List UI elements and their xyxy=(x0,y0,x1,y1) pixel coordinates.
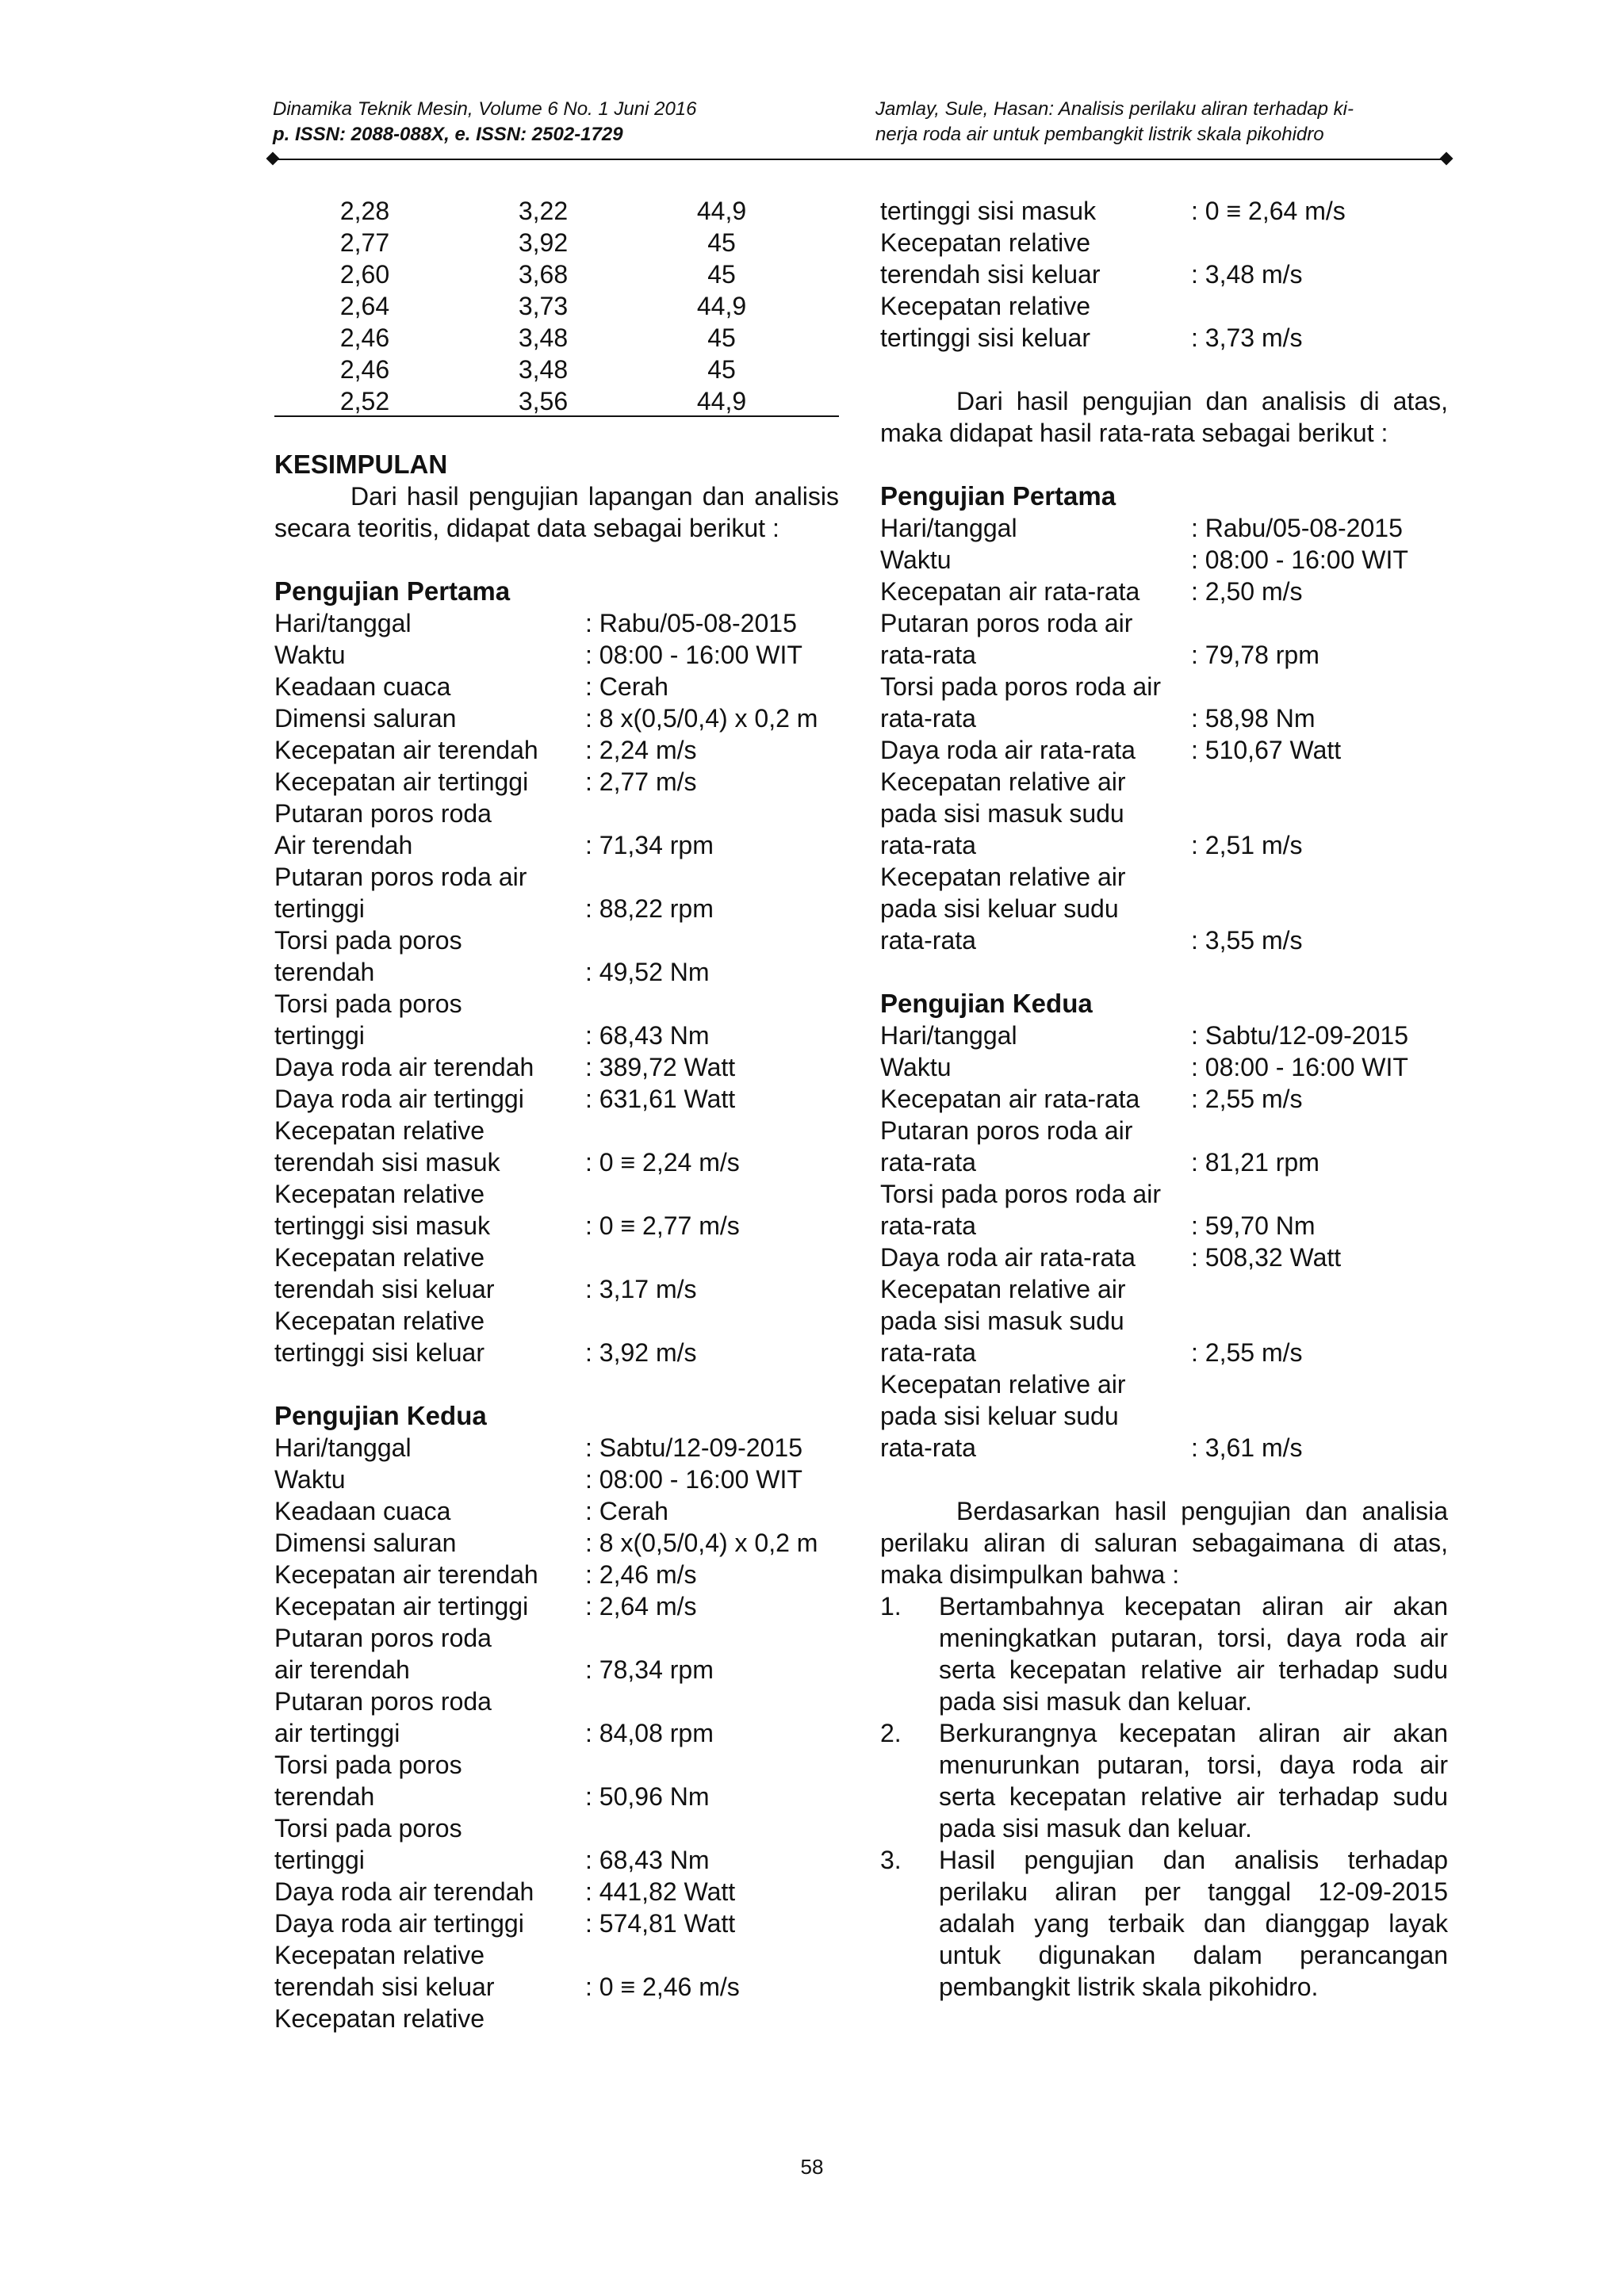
detail-row xyxy=(274,829,839,861)
detail-row xyxy=(274,1781,839,1812)
detail-value: : Sabtu/12-09-2015 xyxy=(585,1433,802,1462)
detail-row xyxy=(274,1210,839,1242)
detail-value: : 441,82 Watt xyxy=(585,1877,736,1906)
detail-row xyxy=(880,544,1448,576)
detail-row xyxy=(880,861,1448,893)
detail-value: : 2,77 m/s xyxy=(585,767,697,796)
detail-value xyxy=(585,1686,839,1717)
detail-row xyxy=(880,1400,1448,1432)
detail-row xyxy=(880,512,1448,544)
detail-value: : Rabu/05-08-2015 xyxy=(1191,514,1403,542)
detail-label: Kecepatan relative air xyxy=(880,1275,1126,1303)
detail-label: Daya roda air tertinggi xyxy=(274,1085,524,1113)
table-row xyxy=(274,385,839,417)
conclusion-list xyxy=(880,1590,1448,2003)
detail-value xyxy=(1191,861,1448,893)
detail-label: Putaran poros roda air xyxy=(274,863,527,891)
detail-label: Torsi pada poros xyxy=(274,989,462,1018)
detail-label: Torsi pada poros xyxy=(274,1814,462,1843)
detail-label: terendah sisi keluar xyxy=(880,260,1101,289)
detail-label: Torsi pada poros roda air xyxy=(880,1180,1161,1208)
detail-label: tertinggi xyxy=(274,894,365,923)
detail-value: : 2,51 m/s xyxy=(1191,831,1303,859)
detail-row xyxy=(274,1337,839,1368)
detail-label: Kecepatan relative xyxy=(880,228,1091,257)
detail-value: : 49,52 Nm xyxy=(585,958,710,986)
detail-label: Kecepatan air tertinggi xyxy=(274,767,529,796)
detail-label: pada sisi masuk sudu xyxy=(880,1307,1124,1335)
detail-row xyxy=(274,1083,839,1115)
conclusion-text: Bertambahnya kecepatan aliran air akan meningkatkan putaran, torsi, daya roda air serta kecepatan relative air terhadap sudu pada sisi masuk dan keluar. xyxy=(939,1592,1448,1716)
table-row xyxy=(274,195,839,227)
detail-value: : 88,22 rpm xyxy=(585,894,714,923)
detail-label: Kecepatan relative xyxy=(274,1180,485,1208)
conclusion-item xyxy=(880,1844,1448,2003)
table-cell: 2,52 xyxy=(339,387,390,415)
detail-label: Putaran poros roda xyxy=(274,1687,492,1716)
detail-row xyxy=(274,1939,839,1971)
detail-value: : 2,50 m/s xyxy=(1191,577,1303,606)
detail-label: terendah xyxy=(274,958,375,986)
avg-test1-details xyxy=(880,512,1448,956)
conclusion-number: 2. xyxy=(880,1719,902,1747)
detail-row xyxy=(274,1305,839,1337)
detail-label: Putaran poros roda xyxy=(274,799,492,828)
detail-value: : Cerah xyxy=(585,672,668,701)
detail-label: terendah sisi keluar xyxy=(274,1275,495,1303)
detail-value: : 59,70 Nm xyxy=(1191,1211,1316,1240)
conclusion-item xyxy=(880,1717,1448,1844)
detail-value xyxy=(1191,1400,1448,1432)
detail-label: Putaran poros roda xyxy=(274,1624,492,1652)
detail-row xyxy=(274,1146,839,1178)
detail-value: : 68,43 Nm xyxy=(585,1021,710,1050)
detail-value: : 0 ≡ 2,64 m/s xyxy=(1191,197,1346,225)
detail-label: Keadaan cuaca xyxy=(274,672,451,701)
table-cell: 2,28 xyxy=(339,197,390,225)
detail-label: rata-rata xyxy=(880,641,976,669)
detail-label: Daya roda air terendah xyxy=(274,1877,534,1906)
left-column xyxy=(274,195,839,2034)
detail-value: : Rabu/05-08-2015 xyxy=(585,609,797,637)
detail-label: Torsi pada poros xyxy=(274,1751,462,1779)
detail-label: tertinggi xyxy=(274,1021,365,1050)
detail-value: : 79,78 rpm xyxy=(1191,641,1320,669)
detail-row xyxy=(880,1051,1448,1083)
detail-label: tertinggi sisi keluar xyxy=(880,323,1090,352)
data-table xyxy=(274,195,839,417)
average-intro-paragraph: Dari hasil pengujian dan analisis di atas, maka didapat hasil rata-rata sebagai berikut : xyxy=(880,387,1448,447)
table-cell: 45 xyxy=(707,260,736,289)
detail-row xyxy=(274,734,839,766)
detail-row xyxy=(880,893,1448,924)
detail-value: : 631,61 Watt xyxy=(585,1085,736,1113)
table-cell: 44,9 xyxy=(696,387,747,415)
detail-value xyxy=(585,1622,839,1654)
table-row xyxy=(274,290,839,322)
detail-label: Putaran poros roda air xyxy=(880,1116,1133,1145)
detail-value xyxy=(585,1749,839,1781)
detail-label: Waktu xyxy=(880,1053,952,1081)
detail-label: Dimensi saluran xyxy=(274,1529,457,1557)
test2-heading: Pengujian Kedua xyxy=(274,1401,487,1430)
table-row xyxy=(274,258,839,290)
detail-row xyxy=(274,1844,839,1876)
detail-row xyxy=(274,639,839,671)
table-cell: 2,46 xyxy=(339,323,390,352)
detail-label: tertinggi sisi keluar xyxy=(274,1338,485,1367)
detail-label: terendah sisi masuk xyxy=(274,1148,500,1177)
table-cell: 3,22 xyxy=(518,197,569,225)
table-cell: 2,60 xyxy=(339,260,390,289)
journal-line: Dinamika Teknik Mesin, Volume 6 No. 1 Juni 2016 xyxy=(273,98,697,120)
detail-row xyxy=(274,766,839,798)
table-row xyxy=(274,354,839,385)
detail-label: Kecepatan relative xyxy=(274,1307,485,1335)
detail-value: : 2,46 m/s xyxy=(585,1560,697,1589)
detail-row xyxy=(880,829,1448,861)
detail-row xyxy=(880,671,1448,702)
detail-label: Hari/tanggal xyxy=(880,514,1017,542)
detail-row xyxy=(880,1083,1448,1115)
detail-label: rata-rata xyxy=(880,1148,976,1177)
detail-row xyxy=(274,1051,839,1083)
detail-row xyxy=(274,1622,839,1654)
detail-value xyxy=(1191,1273,1448,1305)
detail-value xyxy=(1191,607,1448,639)
detail-value xyxy=(585,1178,839,1210)
issn-line: p. ISSN: 2088-088X, e. ISSN: 2502-1729 xyxy=(273,124,623,145)
detail-row xyxy=(274,988,839,1020)
detail-value xyxy=(1191,1178,1448,1210)
detail-value xyxy=(1191,1115,1448,1146)
detail-value: : 50,96 Nm xyxy=(585,1782,710,1811)
detail-label: Daya roda air tertinggi xyxy=(274,1909,524,1938)
detail-value: : 2,55 m/s xyxy=(1191,1085,1303,1113)
detail-label: tertinggi xyxy=(274,1846,365,1874)
detail-row xyxy=(274,1495,839,1527)
avg-test1-heading: Pengujian Pertama xyxy=(880,481,1116,511)
detail-row xyxy=(274,956,839,988)
detail-value xyxy=(585,1115,839,1146)
detail-label: Kecepatan relative air xyxy=(880,767,1126,796)
detail-value: : 389,72 Watt xyxy=(585,1053,736,1081)
detail-row xyxy=(274,1242,839,1273)
detail-label: terendah xyxy=(274,1782,375,1811)
table-cell: 3,68 xyxy=(518,260,569,289)
detail-value: : 84,08 rpm xyxy=(585,1719,714,1747)
detail-label: Kecepatan air tertinggi xyxy=(274,1592,529,1621)
detail-row xyxy=(274,2003,839,2034)
table-row xyxy=(274,227,839,258)
detail-row xyxy=(274,702,839,734)
detail-row xyxy=(880,258,1448,290)
detail-row xyxy=(880,1305,1448,1337)
detail-value: : 3,92 m/s xyxy=(585,1338,697,1367)
detail-label: Putaran poros roda air xyxy=(880,609,1133,637)
detail-row xyxy=(880,290,1448,322)
detail-value xyxy=(1191,671,1448,702)
detail-value: : 574,81 Watt xyxy=(585,1909,736,1938)
detail-value: : 58,98 Nm xyxy=(1191,704,1316,733)
detail-row xyxy=(274,671,839,702)
detail-value: : 508,32 Watt xyxy=(1191,1243,1342,1272)
detail-value: : 08:00 - 16:00 WIT xyxy=(585,1465,802,1494)
avg-test2-details xyxy=(880,1020,1448,1464)
detail-value xyxy=(1191,766,1448,798)
detail-label: Kecepatan relative xyxy=(274,1941,485,1969)
detail-label: Kecepatan air terendah xyxy=(274,1560,538,1589)
detail-value: : 2,64 m/s xyxy=(585,1592,697,1621)
detail-label: Hari/tanggal xyxy=(880,1021,1017,1050)
detail-row xyxy=(274,1178,839,1210)
detail-value xyxy=(585,1939,839,1971)
detail-value xyxy=(585,1305,839,1337)
detail-row xyxy=(274,1908,839,1939)
detail-label: terendah sisi keluar xyxy=(274,1973,495,2001)
detail-label: Waktu xyxy=(274,1465,346,1494)
detail-value: : 0 ≡ 2,46 m/s xyxy=(585,1973,740,2001)
table-cell: 45 xyxy=(707,323,736,352)
conclusion-intro-paragraph: Berdasarkan hasil pengujian dan analisia perilaku aliran di saluran sebagaimana di atas, maka disimpulkan bahwa : xyxy=(880,1497,1448,1589)
detail-label: air tertinggi xyxy=(274,1719,400,1747)
table-cell: 2,64 xyxy=(339,292,390,320)
conclusion-text: Hasil pengujian dan analisis terhadap perilaku aliran per tanggal 12-09-2015 adalah yang terbaik dan dianggap layak untuk digunakan dalam perancangan pembangkit listrik skala pikohidro. xyxy=(939,1846,1448,2001)
detail-label: Keadaan cuaca xyxy=(274,1497,451,1525)
detail-label: Kecepatan air rata-rata xyxy=(880,577,1140,606)
detail-value xyxy=(1191,893,1448,924)
table-cell: 45 xyxy=(707,228,736,257)
detail-value: : 3,17 m/s xyxy=(585,1275,697,1303)
detail-value xyxy=(585,988,839,1020)
detail-value xyxy=(585,924,839,956)
table-cell: 3,48 xyxy=(518,355,569,384)
detail-value xyxy=(1191,1305,1448,1337)
detail-row xyxy=(880,639,1448,671)
table-cell: 3,92 xyxy=(518,228,569,257)
detail-row xyxy=(274,1971,839,2003)
detail-row xyxy=(274,1273,839,1305)
detail-row xyxy=(880,702,1448,734)
table-cell: 2,77 xyxy=(339,228,390,257)
running-header-right xyxy=(875,97,1446,147)
test2-details-continued xyxy=(880,195,1448,354)
detail-row xyxy=(274,1115,839,1146)
detail-row xyxy=(274,1464,839,1495)
detail-row xyxy=(274,861,839,893)
detail-value xyxy=(1191,290,1448,322)
detail-label: rata-rata xyxy=(880,1433,976,1462)
detail-label: rata-rata xyxy=(880,831,976,859)
detail-label: pada sisi keluar sudu xyxy=(880,894,1119,923)
section-heading: KESIMPULAN xyxy=(274,450,448,479)
detail-row xyxy=(274,1876,839,1908)
detail-row xyxy=(880,798,1448,829)
detail-label: Kecepatan relative xyxy=(274,2004,485,2033)
conclusion-item xyxy=(880,1590,1448,1717)
table-cell: 2,46 xyxy=(339,355,390,384)
detail-value xyxy=(585,798,839,829)
detail-row xyxy=(274,924,839,956)
detail-row xyxy=(274,1527,839,1559)
detail-row xyxy=(274,893,839,924)
test1-heading: Pengujian Pertama xyxy=(274,576,511,606)
detail-row xyxy=(880,195,1448,227)
conclusion-number: 3. xyxy=(880,1846,902,1874)
article-title-line-2: nerja roda air untuk pembangkit listrik skala pikohidro xyxy=(875,124,1324,145)
detail-value: : 3,73 m/s xyxy=(1191,323,1303,352)
table-cell: 3,56 xyxy=(518,387,569,415)
detail-label: Waktu xyxy=(274,641,346,669)
detail-row xyxy=(880,1273,1448,1305)
detail-row xyxy=(274,798,839,829)
detail-label: Daya roda air terendah xyxy=(274,1053,534,1081)
detail-row xyxy=(880,924,1448,956)
detail-row xyxy=(880,766,1448,798)
test2-details xyxy=(274,1432,839,2034)
detail-value: : 78,34 rpm xyxy=(585,1655,714,1684)
article-title-line-1: Jamlay, Sule, Hasan: Analisis perilaku aliran terhadap ki- xyxy=(875,98,1354,120)
detail-label: air terendah xyxy=(274,1655,410,1684)
test1-details xyxy=(274,607,839,1368)
detail-value: : 2,55 m/s xyxy=(1191,1338,1303,1367)
detail-label: Kecepatan relative xyxy=(274,1116,485,1145)
detail-row xyxy=(274,1812,839,1844)
detail-row xyxy=(274,1686,839,1717)
detail-value xyxy=(1191,798,1448,829)
detail-label: Daya roda air rata-rata xyxy=(880,1243,1136,1272)
detail-value xyxy=(1191,227,1448,258)
header-rule xyxy=(273,159,1446,160)
detail-label: Torsi pada poros xyxy=(274,926,462,955)
running-header-left xyxy=(273,97,780,147)
detail-value: : 81,21 rpm xyxy=(1191,1148,1320,1177)
detail-label: tertinggi sisi masuk xyxy=(274,1211,491,1240)
detail-row xyxy=(880,1337,1448,1368)
detail-label: rata-rata xyxy=(880,1211,976,1240)
detail-label: rata-rata xyxy=(880,1338,976,1367)
detail-value: : 3,48 m/s xyxy=(1191,260,1303,289)
rule-end-diamond-right xyxy=(1440,152,1454,166)
detail-label: Air terendah xyxy=(274,831,413,859)
detail-value xyxy=(585,1812,839,1844)
detail-value xyxy=(1191,1368,1448,1400)
detail-value: : 3,61 m/s xyxy=(1191,1433,1303,1462)
detail-value: : 68,43 Nm xyxy=(585,1846,710,1874)
detail-label: Kecepatan relative air xyxy=(880,1370,1126,1399)
table-cell: 44,9 xyxy=(696,292,747,320)
detail-value xyxy=(585,861,839,893)
detail-value: : 08:00 - 16:00 WIT xyxy=(1191,545,1408,574)
detail-row xyxy=(880,734,1448,766)
detail-row xyxy=(880,1115,1448,1146)
page-number: 58 xyxy=(800,2155,824,2179)
conclusion-number: 1. xyxy=(880,1592,902,1621)
table-cell: 3,48 xyxy=(518,323,569,352)
detail-row xyxy=(274,1749,839,1781)
detail-value: : Cerah xyxy=(585,1497,668,1525)
avg-test2-heading: Pengujian Kedua xyxy=(880,989,1093,1018)
detail-row xyxy=(274,1559,839,1590)
table-cell: 44,9 xyxy=(696,197,747,225)
detail-row xyxy=(274,1432,839,1464)
detail-label: rata-rata xyxy=(880,704,976,733)
detail-label: pada sisi masuk sudu xyxy=(880,799,1124,828)
detail-row xyxy=(274,1717,839,1749)
detail-label: Daya roda air rata-rata xyxy=(880,736,1136,764)
detail-label: rata-rata xyxy=(880,926,976,955)
intro-paragraph: Dari hasil pengujian lapangan dan analisis secara teoritis, didapat data sebagai berikut : xyxy=(274,482,839,542)
right-column xyxy=(880,195,1448,2003)
detail-value: : 08:00 - 16:00 WIT xyxy=(1191,1053,1408,1081)
detail-row xyxy=(274,607,839,639)
detail-row xyxy=(274,1020,839,1051)
detail-row xyxy=(880,1242,1448,1273)
detail-label: Hari/tanggal xyxy=(274,609,412,637)
detail-label: Kecepatan relative xyxy=(274,1243,485,1272)
rule-end-diamond-left xyxy=(266,152,280,166)
detail-value: : Sabtu/12-09-2015 xyxy=(1191,1021,1408,1050)
detail-row xyxy=(880,576,1448,607)
table-row xyxy=(274,322,839,354)
detail-value: : 3,55 m/s xyxy=(1191,926,1303,955)
detail-label: Kecepatan air terendah xyxy=(274,736,538,764)
detail-row xyxy=(880,1178,1448,1210)
detail-label: Kecepatan air rata-rata xyxy=(880,1085,1140,1113)
conclusion-text: Berkurangnya kecepatan aliran air akan menurunkan putaran, torsi, daya roda air serta kecepatan relative air terhadap sudu pada sisi masuk dan keluar. xyxy=(939,1719,1448,1843)
detail-value: : 510,67 Watt xyxy=(1191,736,1342,764)
detail-row xyxy=(880,227,1448,258)
detail-row xyxy=(880,1146,1448,1178)
detail-label: Waktu xyxy=(880,545,952,574)
detail-value: : 8 x(0,5/0,4) x 0,2 m xyxy=(585,1529,818,1557)
detail-label: Hari/tanggal xyxy=(274,1433,412,1462)
detail-label: pada sisi keluar sudu xyxy=(880,1402,1119,1430)
detail-value xyxy=(585,1242,839,1273)
detail-row xyxy=(880,1368,1448,1400)
detail-value: : 8 x(0,5/0,4) x 0,2 m xyxy=(585,704,818,733)
detail-value: : 0 ≡ 2,24 m/s xyxy=(585,1148,740,1177)
detail-label: Torsi pada poros roda air xyxy=(880,672,1161,701)
detail-row xyxy=(880,607,1448,639)
detail-row xyxy=(274,1590,839,1622)
detail-label: Kecepatan relative air xyxy=(880,863,1126,891)
detail-value: : 2,24 m/s xyxy=(585,736,697,764)
detail-label: Kecepatan relative xyxy=(880,292,1091,320)
detail-label: Dimensi saluran xyxy=(274,704,457,733)
detail-value: : 08:00 - 16:00 WIT xyxy=(585,641,802,669)
detail-value: : 0 ≡ 2,77 m/s xyxy=(585,1211,740,1240)
detail-row xyxy=(880,1020,1448,1051)
detail-row xyxy=(880,1432,1448,1464)
detail-row xyxy=(880,1210,1448,1242)
table-cell: 45 xyxy=(707,355,736,384)
detail-label: tertinggi sisi masuk xyxy=(880,197,1097,225)
detail-value xyxy=(585,2003,839,2034)
detail-row xyxy=(880,322,1448,354)
table-cell: 3,73 xyxy=(518,292,569,320)
detail-value: : 71,34 rpm xyxy=(585,831,714,859)
detail-row xyxy=(274,1654,839,1686)
